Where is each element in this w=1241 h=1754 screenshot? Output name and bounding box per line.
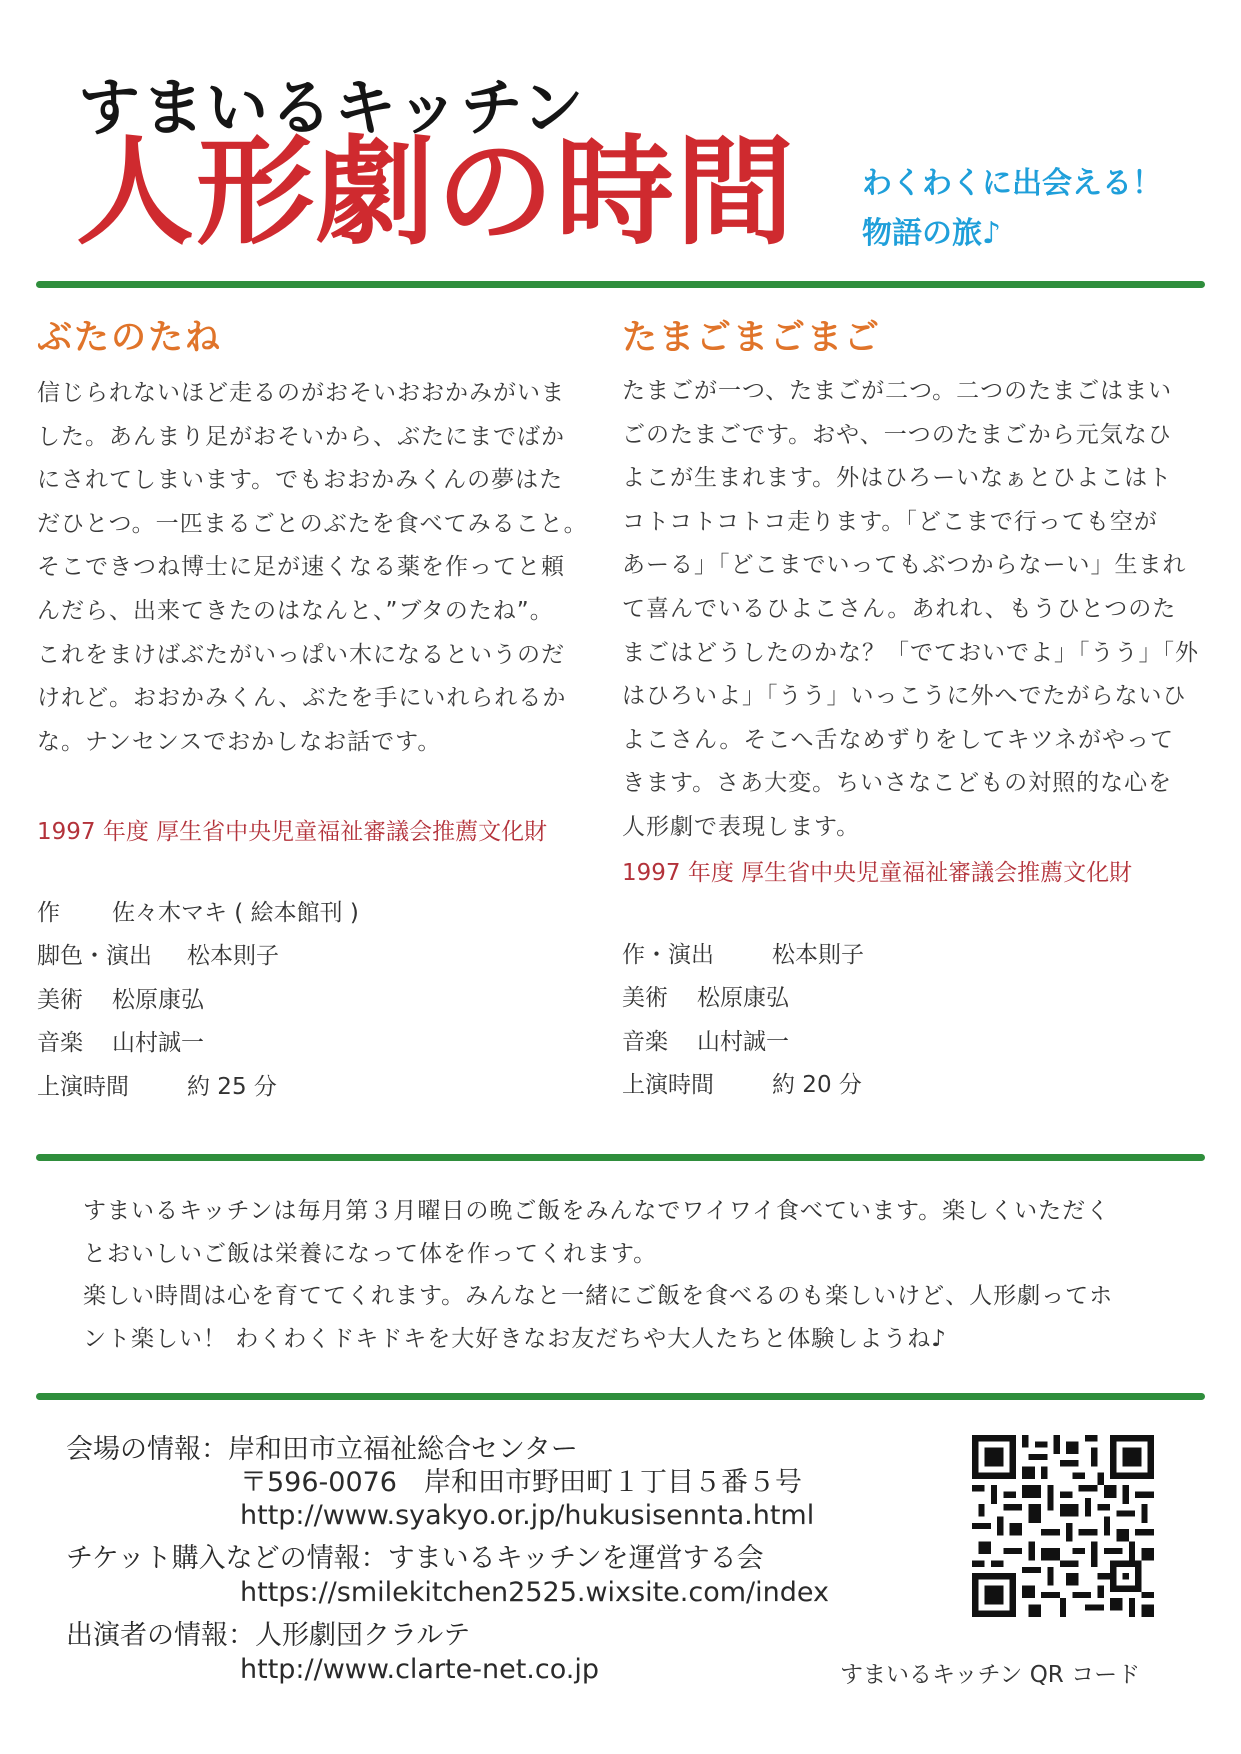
story-right-body [622,370,1202,850]
story-line: たまごが一つ、たまごが二つ。二つのたまごはまい [622,378,1173,404]
story-line: 信じられないほど走るのがおそいおおかみがいま [37,380,565,406]
about-text [83,1190,1113,1360]
story-left-body [37,372,617,764]
credit-role: 上演時間 [37,1073,129,1100]
credit-row [622,977,864,1020]
story-credits [37,892,359,1109]
story-title: たまごまごまご [622,318,882,358]
story-line: よこさん。そこへ舌なめずりをしてキツネがやって [622,726,1174,753]
credit-name: 松本則子 [772,942,864,968]
credit-name: 約 25 分 [187,1073,277,1100]
credit-role: 音楽 [37,1030,83,1057]
credit-name: 松原康弘 [697,985,789,1012]
story-line: これをまけばぶたがいっぱい木になるというのだ [37,641,565,668]
credit-role: 音楽 [622,1028,668,1055]
about-line: すまいるキッチンは毎月第３月曜日の晩ご飯をみんなでワイワイ食べています。楽しくいただく [83,1198,1111,1224]
credit-role: 作・演出 [622,942,714,968]
story-title: ぶたのたね [37,318,223,358]
story-line: 人形劇で表現します。 [622,813,861,840]
credit-row [622,934,864,977]
story-left [37,310,617,360]
venue-url[interactable]: http://www.syakyo.or.jp/hukusisennta.html [240,1500,815,1531]
credit-row [622,1064,864,1107]
story-line: て喜んでいるひよこさん。あれれ、もうひとつのた [622,595,1177,622]
credit-role: 作 [37,900,60,926]
credit-name: 佐々木マキ ( 絵本館刊 ) [112,900,359,926]
about-line: 楽しい時間は心を育ててくれます。みんなと一緒にご飯を食べるのも楽しいけど、人形劇ってホ [83,1283,1114,1309]
event-subtitle: すまいるキッチン [78,71,586,144]
divider-bottom [36,1393,1205,1400]
performer-label: 出演者の情報：人形劇団クラルテ [66,1620,471,1651]
credit-row [37,1066,359,1109]
tagline-line2: 物語の旅♪ [862,216,1002,251]
credit-role: 美術 [622,985,668,1012]
credit-name: 山村誠一 [112,1030,204,1057]
story-credits [622,934,864,1108]
qr-caption: すまいるキッチン QR コード [840,1662,1141,1688]
story-line: はひろいよ」「うう」いっこうに外へでたがらないひ [622,683,1187,710]
ticket-label: チケット購入などの情報：すまいるキッチンを運営する会 [66,1543,764,1574]
event-title: 人形劇の時間 [76,123,797,261]
credit-row [37,892,359,935]
story-description [622,370,1202,850]
credit-name: 松本則子 [187,943,279,970]
credit-name: 松原康弘 [112,986,204,1013]
story-line: きます。さあ大変。ちいさなこどもの対照的な心を [622,770,1173,797]
story-line: な。ナンセンスでおかしなお話です。 [37,728,442,755]
story-right [622,310,1202,360]
story-line: した。あんまり足がおそいから、ぶたにまでばか [37,423,565,450]
credit-row [622,1021,864,1064]
venue-address: 〒596-0076 岸和田市野田町１丁目５番５号 [240,1467,802,1498]
credit-row [37,935,359,978]
story-line: にされてしまいます。でもおおかみくんの夢はた [37,467,564,494]
credit-row [37,979,359,1022]
ticket-url[interactable]: https://smilekitchen2525.wixsite.com/index [240,1577,830,1608]
credit-role: 美術 [37,986,83,1013]
credit-row [37,1022,359,1065]
story-line: ごのたまごです。おや、一つのたまごから元気なひ [622,421,1172,448]
story-line: よこが生まれます。外はひろーいなぁとひよこはト [622,465,1173,492]
story-line: まごはどうしたのかな？「でておいでよ」「うう」「外 [622,639,1199,666]
story-line: けれど。おおかみくん、ぶたを手にいれられるか [37,685,567,712]
qr-code-icon[interactable] [972,1435,1154,1617]
story-line: コトコトコトコ走ります。「どこまで行っても空が [622,508,1158,535]
credit-role: 上演時間 [622,1072,714,1099]
divider-middle [36,1154,1205,1161]
story-line: そこできつね博士に足が速くなる薬を作ってと頼 [37,554,565,581]
credit-name: 山村誠一 [697,1028,789,1055]
award-note: 1997 年度 厚生省中央児童福祉審議会推薦文化財 [622,860,1133,886]
credit-role: 脚色・演出 [37,943,152,970]
tagline-line1: わくわくに出会える！ [862,166,1162,201]
divider-top [36,281,1205,288]
about-line: ント楽しい！ わくわくドキドキを大好きなお友だちや大人たちと体験しようね♪ [83,1325,947,1352]
story-line: んだら、出来てきたのはなんと、”ブタのたね”。 [37,597,554,624]
about-line: とおいしいご飯は栄養になって体を作ってくれます。 [83,1240,658,1267]
venue-label: 会場の情報：岸和田市立福祉総合センター [66,1434,578,1465]
performer-url[interactable]: http://www.clarte-net.co.jp [240,1654,600,1685]
award-note: 1997 年度 厚生省中央児童福祉審議会推薦文化財 [37,819,548,845]
story-line: だひとつ。一匹まるごとのぶたを食べてみること。 [37,510,588,537]
credit-name: 約 20 分 [772,1072,862,1099]
story-line: あーる」「どこまでいってもぶつからなーい」生まれ [622,552,1187,579]
story-description [37,372,617,764]
